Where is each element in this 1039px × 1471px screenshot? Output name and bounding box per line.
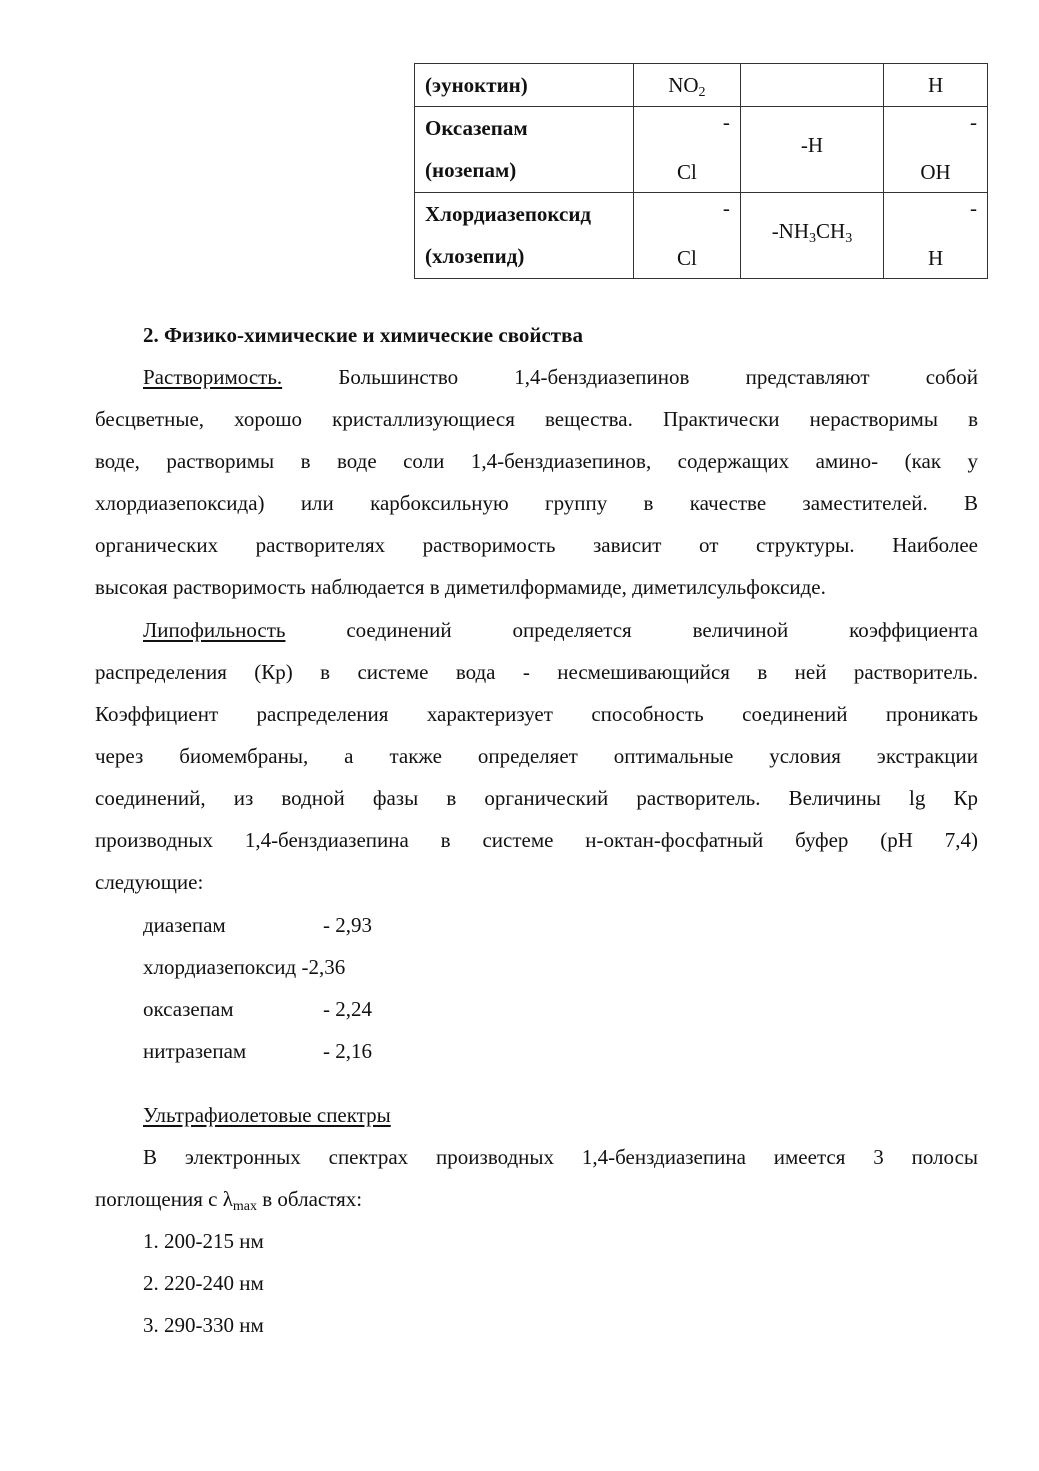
paragraph-line: следующие:	[95, 870, 204, 894]
paragraph-line: органических растворителях растворимость зависит от структуры. Наиболее	[95, 533, 978, 557]
paragraph-line: хлордиазепоксида) или карбоксильную группу в качестве заместителей. В	[95, 491, 978, 515]
paragraph-line: воде, растворимы в воде соли 1,4-бенздиазепинов, содержащих амино- (как у	[95, 449, 978, 473]
list-item: оксазепам - 2,24	[143, 997, 372, 1021]
table-row	[415, 193, 988, 279]
table-cell: - Cl	[633, 107, 740, 193]
paragraph-line: соединений, из водной фазы в органический растворитель. Величины lg Кр	[95, 786, 978, 810]
list-item: 1. 200-215 нм	[143, 1229, 264, 1253]
table-row	[415, 107, 988, 193]
list-item: 2. 220-240 нм	[143, 1271, 264, 1295]
table-cell-name: Хлордиазепоксид (хлозепид)	[415, 193, 634, 279]
table-cell: H	[884, 64, 988, 107]
paragraph-line: поглощения с $\lambda_{max}$ в областях:	[95, 1187, 363, 1214]
paragraph-line: Коэффициент распределения характеризует способность соединений проникать	[95, 702, 978, 726]
list-item: диазепам - 2,93	[143, 913, 372, 937]
table-cell: -H	[740, 107, 883, 193]
substituents-table	[414, 63, 988, 279]
table-cell: - OH	[884, 107, 988, 193]
paragraph-line: бесцветные, хорошо кристаллизующиеся вещества. Практически нерастворимы в	[95, 407, 978, 431]
table-row	[415, 64, 988, 107]
uv-section-title: Ультрафиолетовые спектры	[143, 1103, 391, 1127]
paragraph-line: высокая растворимость наблюдается в диметилформамиде, диметилсульфоксиде.	[95, 575, 826, 599]
table-cell: $-NH_3CH_3$	[740, 193, 883, 279]
paragraph-line: через биомембраны, а также определяет оптимальные условия экстракции	[95, 744, 978, 768]
paragraph-line: Растворимость. Большинство 1,4-бенздиазепинов представляют собой	[143, 365, 978, 389]
table-cell: $NO_2$	[633, 64, 740, 107]
table-cell	[740, 64, 883, 107]
paragraph-line: распределения (Кр) в системе вода - несмешивающийся в ней растворитель.	[95, 660, 978, 684]
table-cell-name: (эуноктин)	[415, 64, 634, 107]
table-cell: - H	[884, 193, 988, 279]
list-item: хлордиазепоксид -2,36	[143, 955, 346, 979]
list-item: нитразепам - 2,16	[143, 1039, 372, 1063]
section-heading: 2. Физико-химические и химические свойства	[143, 323, 583, 347]
list-item: 3. 290-330 нм	[143, 1313, 264, 1337]
table-cell-name: Оксазепам (нозепам)	[415, 107, 634, 193]
paragraph-line: В электронных спектрах производных 1,4-бенздиазепина имеется 3 полосы	[143, 1145, 978, 1169]
paragraph-line: производных 1,4-бенздиазепина в системе н-октан-фосфатный буфер (рН 7,4)	[95, 828, 978, 852]
paragraph-line: Липофильность соединений определяется величиной коэффициента	[143, 618, 978, 642]
table-cell: - Cl	[633, 193, 740, 279]
